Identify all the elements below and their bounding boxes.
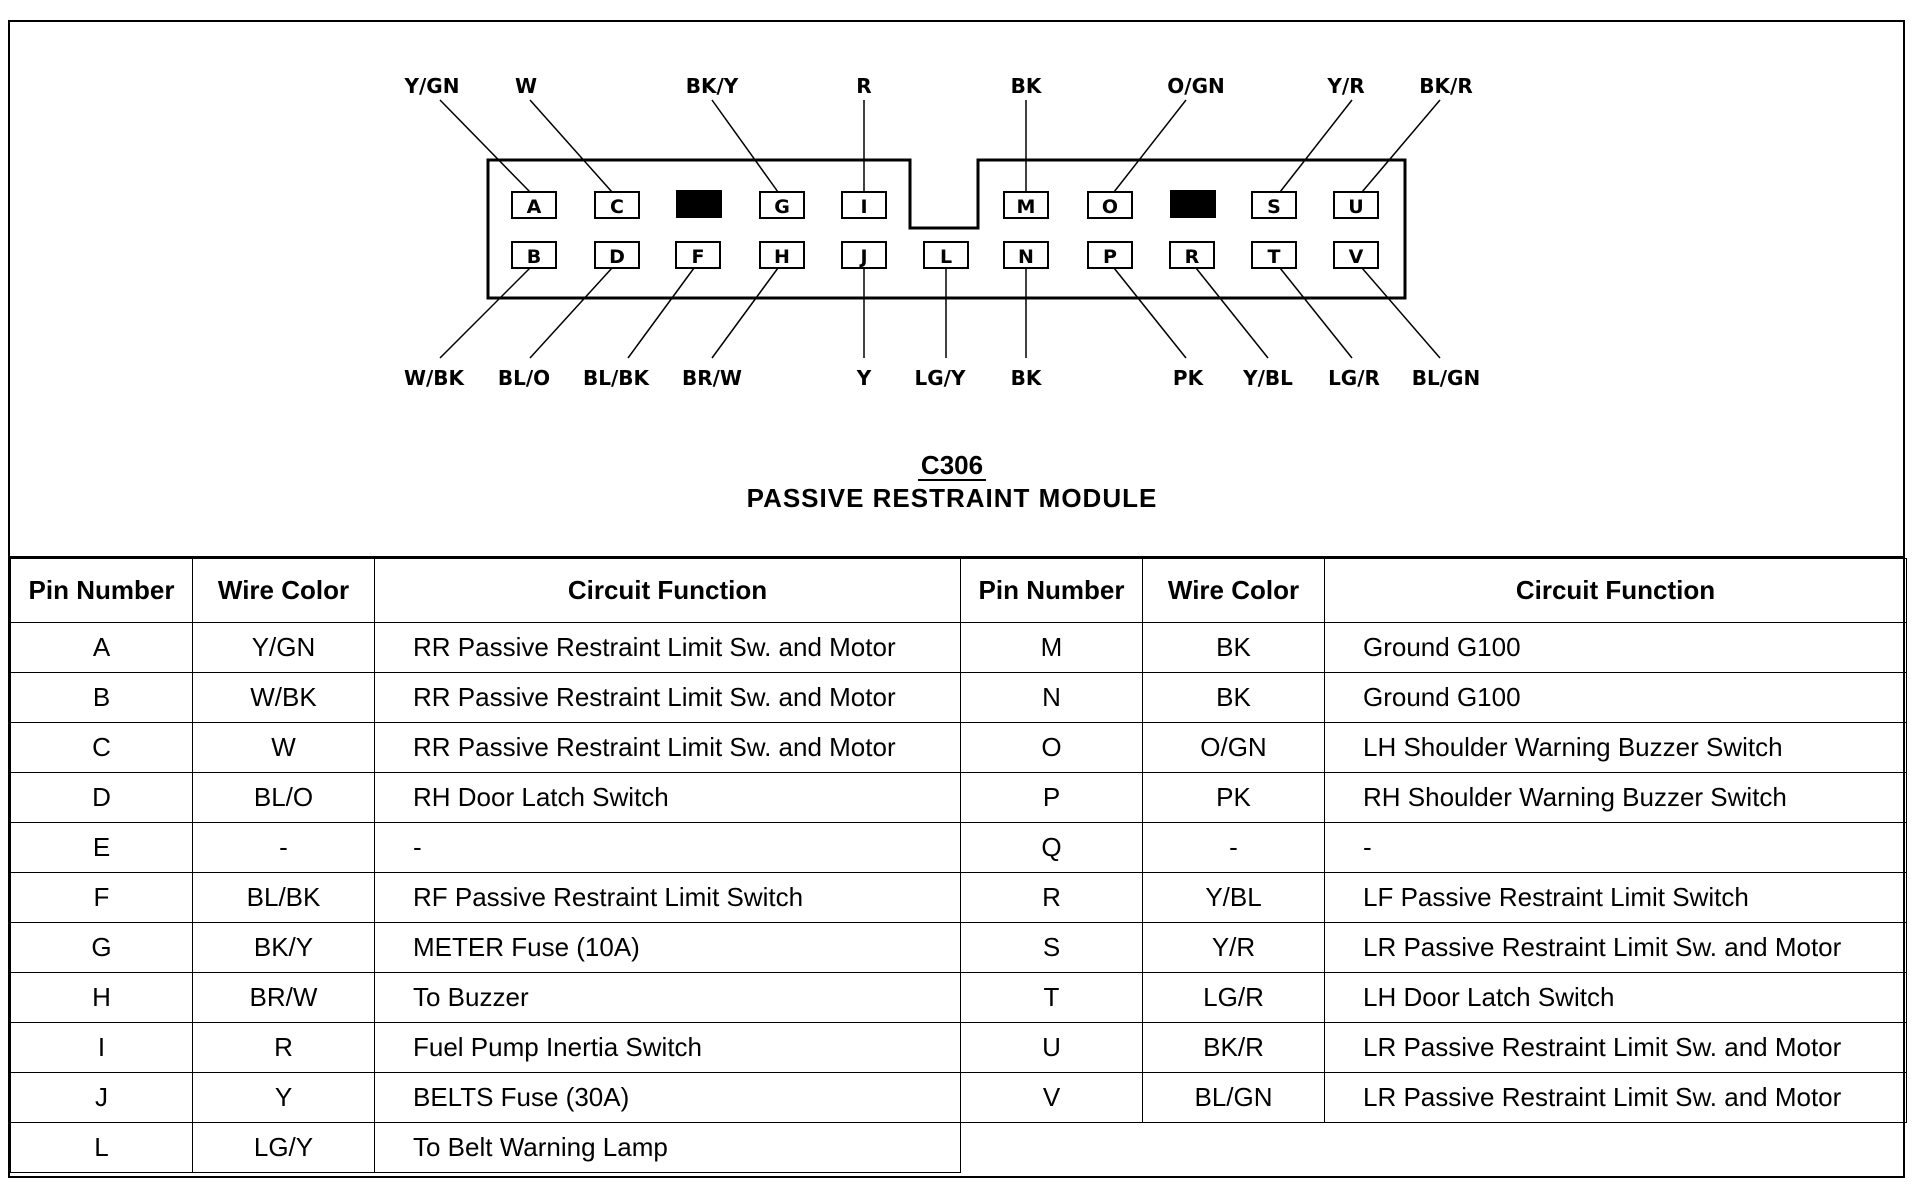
cell-pin-number: T	[961, 973, 1143, 1023]
wire-label-L: LG/Y	[914, 366, 966, 390]
table-row	[11, 1073, 961, 1123]
pin-N	[1004, 242, 1048, 268]
wire-label-F: BL/BK	[582, 366, 650, 390]
svg-text:O: O	[1101, 196, 1119, 218]
wire-label-U: BK/R	[1419, 74, 1473, 98]
table-row	[11, 923, 961, 973]
table-header-row	[11, 559, 961, 623]
pin-U	[1334, 192, 1378, 218]
pin-A	[512, 192, 556, 218]
cell-wire-color: LG/R	[1143, 973, 1325, 1023]
wire-label-M: BK	[1010, 74, 1042, 98]
svg-text:P: P	[1103, 246, 1117, 268]
svg-text:L: L	[939, 246, 953, 268]
cell-wire-color: -	[193, 823, 375, 873]
svg-text:M: M	[1016, 196, 1036, 218]
cell-circuit-function: RH Shoulder Warning Buzzer Switch	[1325, 773, 1907, 823]
table-row	[961, 823, 1907, 873]
connector-diagram	[0, 0, 1914, 560]
table-row	[11, 973, 961, 1023]
cell-pin-number: F	[11, 873, 193, 923]
wire-label-O: O/GN	[1167, 74, 1225, 98]
cell-circuit-function: -	[375, 823, 961, 873]
table-row	[961, 923, 1907, 973]
header-circuit-function: Circuit Function	[1325, 559, 1907, 623]
table-row	[11, 773, 961, 823]
table-row	[11, 823, 961, 873]
pin-G	[760, 192, 804, 218]
cell-wire-color: BK/R	[1143, 1023, 1325, 1073]
svg-text:U: U	[1348, 196, 1364, 218]
pin-M	[1004, 192, 1048, 218]
table-row	[961, 1023, 1907, 1073]
svg-text:F: F	[691, 246, 705, 268]
table-row	[961, 973, 1907, 1023]
cell-pin-number: L	[11, 1123, 193, 1173]
cell-wire-color: Y/R	[1143, 923, 1325, 973]
wire-label-A: Y/GN	[404, 74, 460, 98]
pin-O	[1088, 192, 1132, 218]
table-row	[11, 673, 961, 723]
cell-wire-color: BK	[1143, 623, 1325, 673]
cell-pin-number: N	[961, 673, 1143, 723]
table-row	[961, 673, 1907, 723]
wire-label-T: LG/R	[1328, 366, 1380, 390]
cell-circuit-function: Ground G100	[1325, 623, 1907, 673]
table-row	[961, 623, 1907, 673]
cell-circuit-function: RR Passive Restraint Limit Sw. and Motor	[375, 723, 961, 773]
cell-wire-color: Y/GN	[193, 623, 375, 673]
cell-pin-number: O	[961, 723, 1143, 773]
cell-circuit-function: RR Passive Restraint Limit Sw. and Motor	[375, 623, 961, 673]
svg-text:N: N	[1018, 246, 1034, 268]
svg-text:I: I	[860, 196, 868, 218]
table-header-row	[961, 559, 1907, 623]
table-row	[11, 623, 961, 673]
cell-pin-number: M	[961, 623, 1143, 673]
cell-pin-number: R	[961, 873, 1143, 923]
cell-circuit-function: To Belt Warning Lamp	[375, 1123, 961, 1173]
pin-B	[512, 242, 556, 268]
cell-pin-number: A	[11, 623, 193, 673]
cell-circuit-function: METER Fuse (10A)	[375, 923, 961, 973]
wire-label-J: Y	[856, 366, 872, 390]
pin-L	[924, 242, 968, 268]
cell-wire-color: BL/BK	[193, 873, 375, 923]
svg-text:V: V	[1348, 246, 1364, 268]
pin-F	[676, 242, 720, 268]
pin-blocked-1	[676, 190, 722, 218]
cell-circuit-function: RF Passive Restraint Limit Switch	[375, 873, 961, 923]
cell-wire-color: R	[193, 1023, 375, 1073]
cell-wire-color: BK/Y	[193, 923, 375, 973]
pin-T	[1252, 242, 1296, 268]
cell-circuit-function: LF Passive Restraint Limit Switch	[1325, 873, 1907, 923]
cell-pin-number: C	[11, 723, 193, 773]
pin-blocked-2	[1170, 190, 1216, 218]
cell-circuit-function: LR Passive Restraint Limit Sw. and Motor	[1325, 1073, 1907, 1123]
table-row	[11, 723, 961, 773]
pin-P	[1088, 242, 1132, 268]
cell-pin-number: U	[961, 1023, 1143, 1073]
cell-wire-color: O/GN	[1143, 723, 1325, 773]
cell-wire-color: W	[193, 723, 375, 773]
table-row	[961, 723, 1907, 773]
connector-id: C306	[920, 450, 984, 480]
cell-wire-color: BL/O	[193, 773, 375, 823]
cell-pin-number: S	[961, 923, 1143, 973]
svg-text:S: S	[1267, 196, 1281, 218]
pin-S	[1252, 192, 1296, 218]
cell-pin-number: P	[961, 773, 1143, 823]
cell-wire-color: -	[1143, 823, 1325, 873]
svg-text:G: G	[774, 196, 790, 218]
cell-wire-color: PK	[1143, 773, 1325, 823]
wire-label-R: Y/BL	[1243, 366, 1293, 390]
pin-D	[595, 242, 639, 268]
pin-C	[595, 192, 639, 218]
cell-circuit-function: BELTS Fuse (30A)	[375, 1073, 961, 1123]
pin-J	[842, 242, 886, 268]
wire-label-H: BR/W	[681, 366, 743, 390]
connector-name: PASSIVE RESTRAINT MODULE	[746, 483, 1158, 513]
table-row	[11, 1023, 961, 1073]
pin-I	[842, 192, 886, 218]
cell-wire-color: Y/BL	[1143, 873, 1325, 923]
wire-label-N: BK	[1010, 366, 1042, 390]
cell-wire-color: BR/W	[193, 973, 375, 1023]
svg-text:C: C	[610, 196, 624, 218]
pin-H	[760, 242, 804, 268]
pinout-table-right	[960, 558, 1907, 1123]
wire-label-D: BL/O	[497, 366, 551, 390]
wire-label-C: W	[514, 74, 538, 98]
wire-label-G: BK/Y	[685, 74, 739, 98]
cell-circuit-function: LR Passive Restraint Limit Sw. and Motor	[1325, 923, 1907, 973]
cell-circuit-function: LH Shoulder Warning Buzzer Switch	[1325, 723, 1907, 773]
cell-pin-number: G	[11, 923, 193, 973]
svg-text:A: A	[526, 196, 542, 218]
header-pin-number: Pin Number	[961, 559, 1143, 623]
wire-label-B: W/BK	[403, 366, 465, 390]
cell-pin-number: I	[11, 1023, 193, 1073]
cell-circuit-function: Ground G100	[1325, 673, 1907, 723]
cell-pin-number: Q	[961, 823, 1143, 873]
cell-circuit-function: RR Passive Restraint Limit Sw. and Motor	[375, 673, 961, 723]
cell-wire-color: BK	[1143, 673, 1325, 723]
svg-text:B: B	[526, 246, 542, 268]
pinout-table-left	[10, 558, 961, 1173]
cell-circuit-function: LH Door Latch Switch	[1325, 973, 1907, 1023]
wire-label-V: BL/GN	[1411, 366, 1481, 390]
table-row	[961, 773, 1907, 823]
cell-circuit-function: To Buzzer	[375, 973, 961, 1023]
header-circuit-function: Circuit Function	[375, 559, 961, 623]
header-pin-number: Pin Number	[11, 559, 193, 623]
pin-R	[1170, 242, 1214, 268]
table-row	[11, 1123, 961, 1173]
cell-pin-number: B	[11, 673, 193, 723]
cell-pin-number: E	[11, 823, 193, 873]
svg-text:D: D	[609, 246, 625, 268]
wire-label-S: Y/R	[1327, 74, 1365, 98]
table-row	[11, 873, 961, 923]
cell-circuit-function: RH Door Latch Switch	[375, 773, 961, 823]
table-row	[961, 1073, 1907, 1123]
table-row	[961, 873, 1907, 923]
cell-wire-color: BL/GN	[1143, 1073, 1325, 1123]
wire-label-P: PK	[1172, 366, 1204, 390]
pin-V	[1334, 242, 1378, 268]
bottom-leader-lines	[440, 268, 1440, 358]
cell-wire-color: W/BK	[193, 673, 375, 723]
top-leader-lines	[440, 100, 1440, 192]
cell-pin-number: V	[961, 1073, 1143, 1123]
svg-text:R: R	[1184, 246, 1200, 268]
cell-wire-color: LG/Y	[193, 1123, 375, 1173]
header-wire-color: Wire Color	[193, 559, 375, 623]
cell-circuit-function: Fuel Pump Inertia Switch	[375, 1023, 961, 1073]
svg-text:H: H	[774, 246, 790, 268]
wire-label-I: R	[856, 74, 872, 98]
cell-pin-number: J	[11, 1073, 193, 1123]
header-wire-color: Wire Color	[1143, 559, 1325, 623]
cell-pin-number: H	[11, 973, 193, 1023]
cell-wire-color: Y	[193, 1073, 375, 1123]
cell-circuit-function: LR Passive Restraint Limit Sw. and Motor	[1325, 1023, 1907, 1073]
svg-text:J: J	[860, 246, 868, 268]
svg-text:T: T	[1267, 246, 1281, 268]
cell-pin-number: D	[11, 773, 193, 823]
cell-circuit-function: -	[1325, 823, 1907, 873]
